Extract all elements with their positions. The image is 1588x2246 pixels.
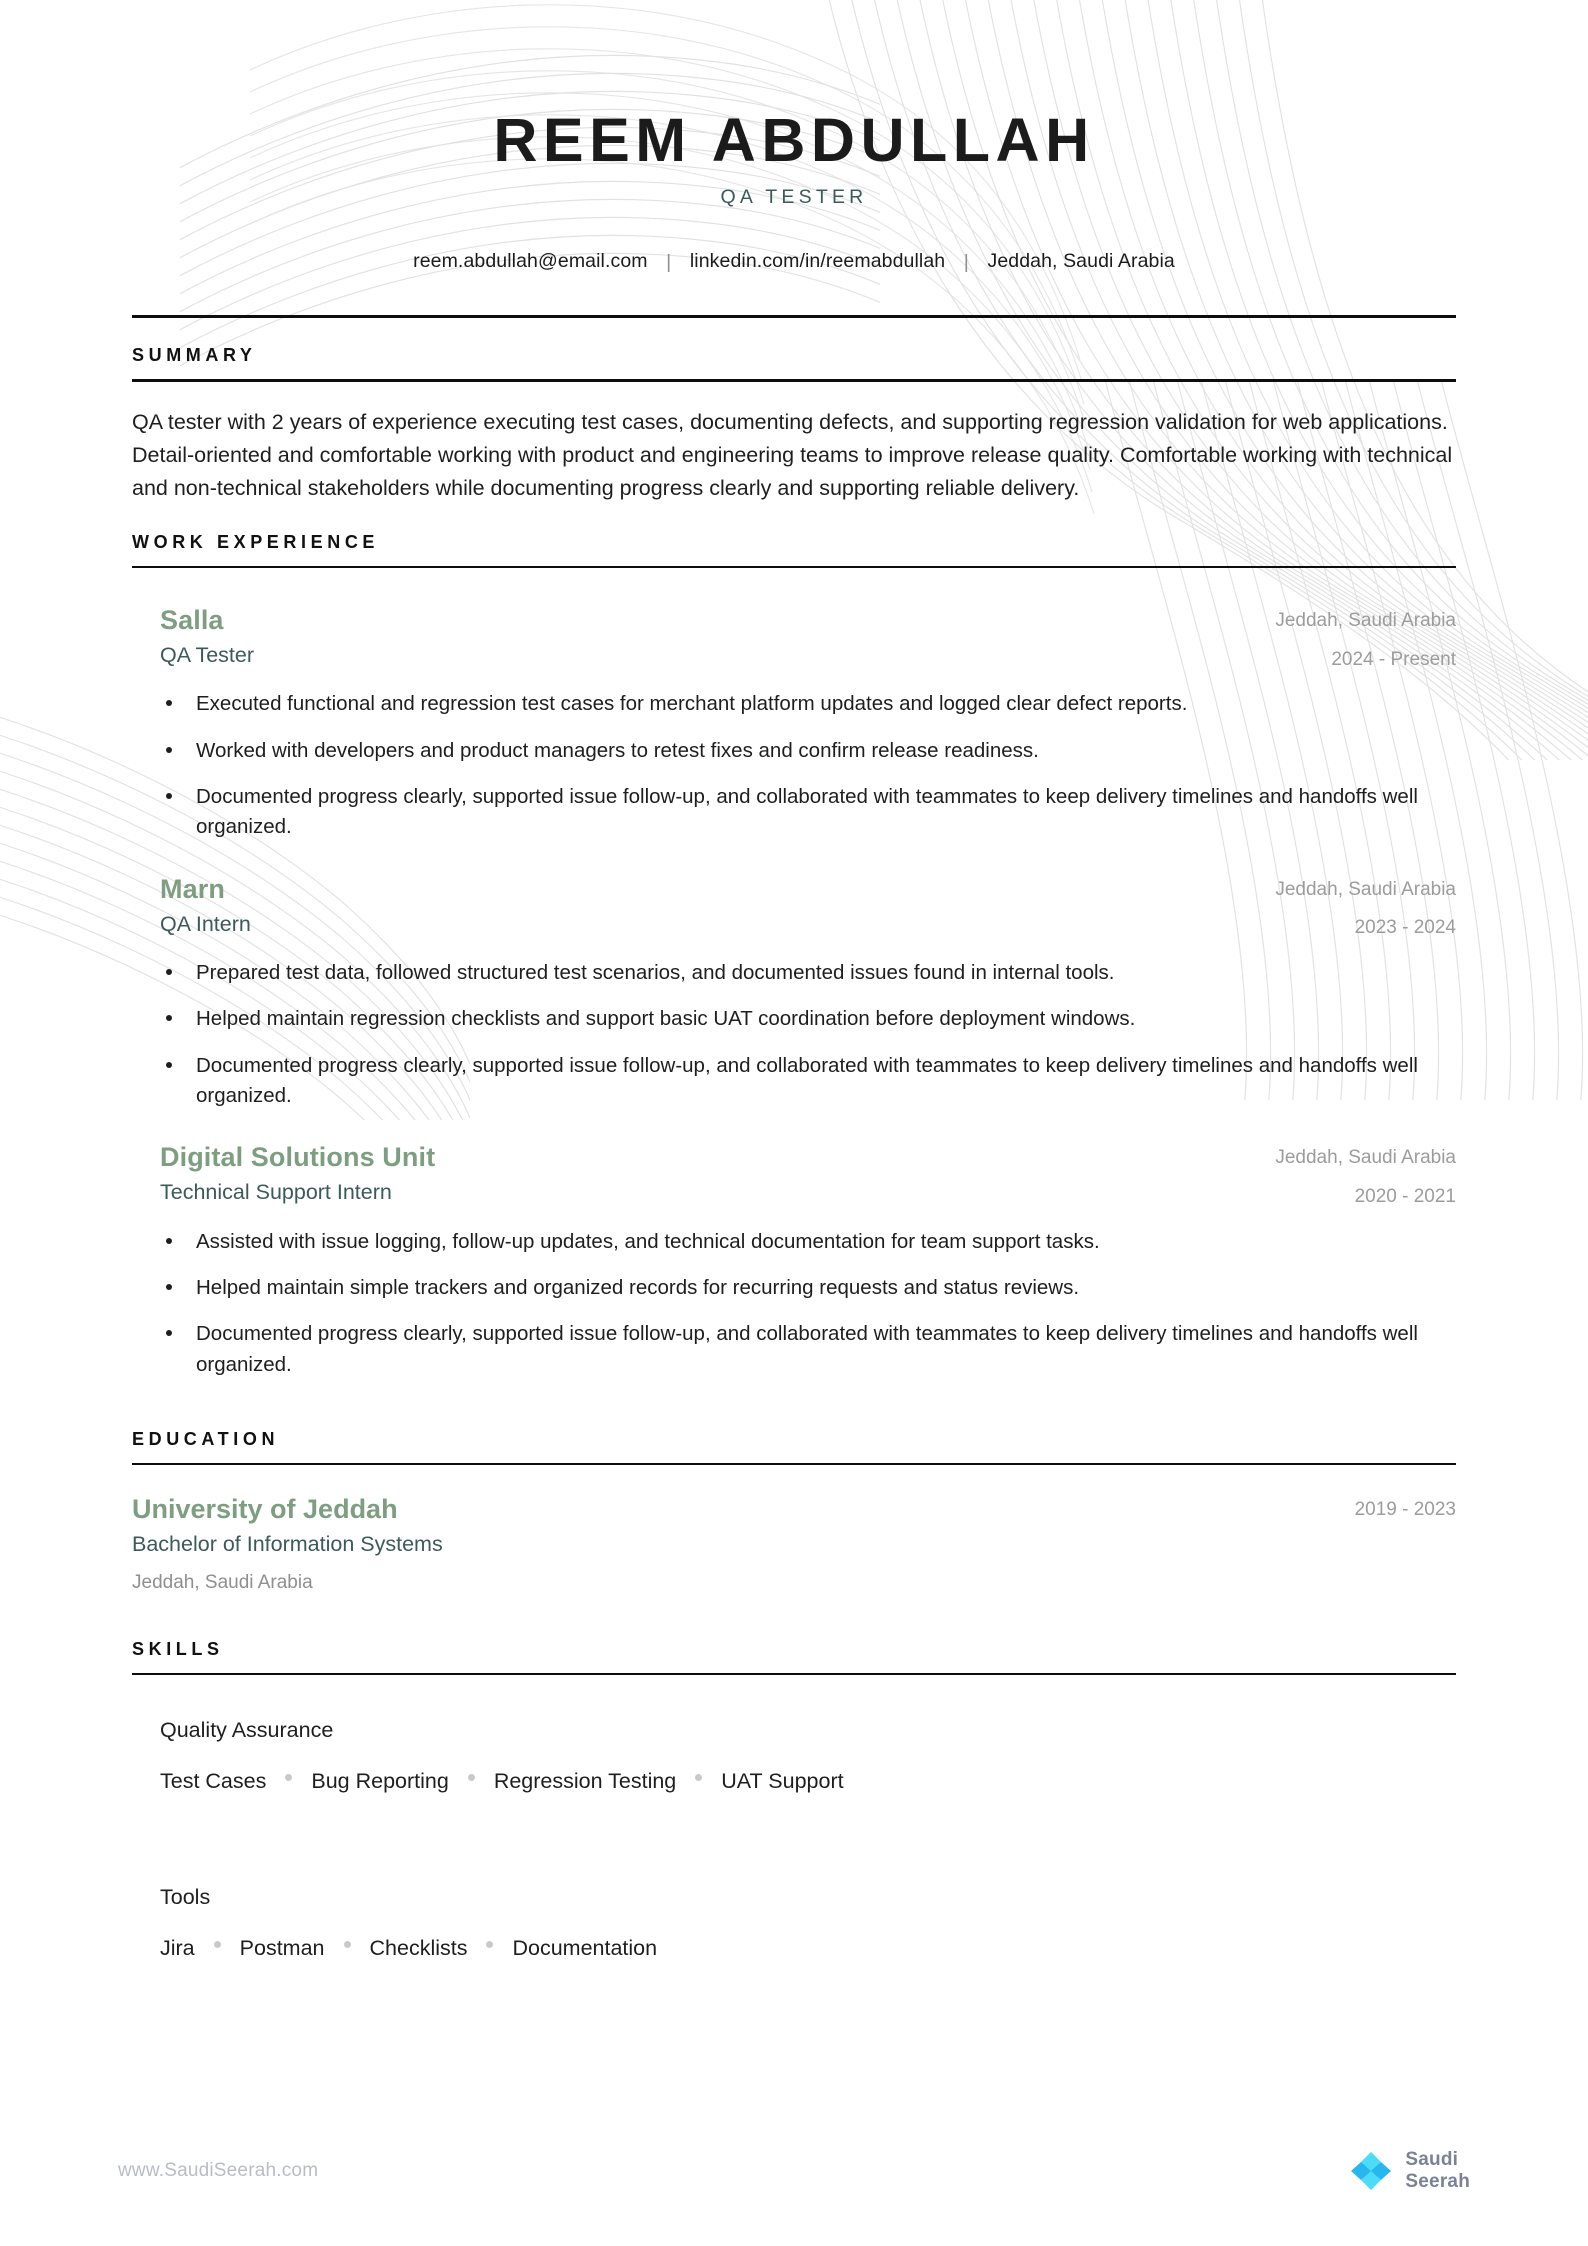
- experience-entry: [132, 574, 1456, 843]
- education-entry: [132, 1465, 1456, 1594]
- experience-dates: 2024 - Present: [1331, 648, 1456, 670]
- footer-website-url[interactable]: www.SaudiSeerah.com: [118, 2160, 319, 2181]
- bullet-text: Helped maintain simple trackers and organized records for recurring requests and status reviews.: [196, 1275, 1080, 1299]
- skill-group-title: Tools: [160, 1885, 211, 1910]
- skill-separator-dot-icon: [695, 1774, 702, 1781]
- bullet-dot-icon: [166, 1062, 172, 1068]
- skill-group-title: Quality Assurance: [160, 1718, 334, 1743]
- contact-separator-icon: |: [963, 251, 969, 274]
- skill-separator-dot-icon: [285, 1774, 292, 1781]
- education-dates: 2019 - 2023: [1354, 1499, 1456, 1521]
- skill-item-list: [160, 1935, 1456, 1963]
- brand-name-line2: Seerah: [1405, 2171, 1470, 2192]
- skill-separator-dot-icon: [468, 1774, 475, 1781]
- education-location: Jeddah, Saudi Arabia: [132, 1571, 313, 1593]
- skill-item: Test Cases: [160, 1769, 267, 1794]
- contact-line: [132, 250, 1456, 273]
- bullet-dot-icon: [166, 969, 172, 975]
- page-footer: [0, 2096, 1588, 2246]
- list-item: [160, 1227, 1456, 1257]
- list-item: [160, 736, 1456, 766]
- experience-role: QA Intern: [160, 911, 251, 936]
- experience-organization: Marn: [160, 873, 225, 904]
- skill-item-list: [160, 1768, 1456, 1796]
- experience-organization: Digital Solutions Unit: [160, 1142, 436, 1173]
- experience-bullet-list: [160, 689, 1456, 842]
- bullet-dot-icon: [166, 747, 172, 753]
- experience-entry: [132, 843, 1456, 1112]
- skill-item: Checklists: [369, 1936, 468, 1961]
- experience-location: Jeddah, Saudi Arabia: [1275, 610, 1456, 632]
- section-skills: [132, 1612, 1456, 1963]
- list-item: [160, 1004, 1456, 1034]
- list-item: [160, 782, 1456, 843]
- experience-dates: 2023 - 2024: [1354, 917, 1456, 939]
- list-item: [160, 958, 1456, 988]
- bullet-text: Documented progress clearly, supported issue follow-up, and collaborated with teammates to keep delivery timelines and handoffs well organized.: [196, 1322, 1418, 1376]
- bullet-text: Helped maintain regression checklists and support basic UAT coordination before deployment windows.: [196, 1007, 1136, 1031]
- saudi-seerah-diamond-logo-icon: [1350, 2150, 1392, 2192]
- skill-separator-dot-icon: [486, 1941, 493, 1948]
- experience-dates: 2020 - 2021: [1354, 1185, 1456, 1207]
- education-degree: Bachelor of Information Systems: [132, 1531, 443, 1556]
- section-title-education: EDUCATION: [132, 1428, 280, 1449]
- section-divider: [132, 379, 1456, 381]
- experience-bullet-list: [160, 1227, 1456, 1380]
- skill-item: Bug Reporting: [311, 1769, 449, 1794]
- bullet-text: Executed functional and regression test cases for merchant platform updates and logged clear defect reports.: [196, 692, 1188, 716]
- bullet-text: Documented progress clearly, supported issue follow-up, and collaborated with teammates to keep delivery timelines and handoffs well organized.: [196, 1053, 1418, 1108]
- contact-linkedin[interactable]: linkedin.com/in/reemabdullah: [689, 250, 946, 273]
- section-education: [132, 1402, 1456, 1594]
- list-item: [160, 1319, 1456, 1380]
- experience-location: Jeddah, Saudi Arabia: [1275, 1147, 1456, 1169]
- skill-group: [160, 1717, 1456, 1796]
- brand-logo: [1350, 2149, 1470, 2194]
- section-summary: [132, 318, 1456, 505]
- experience-entry: [132, 1111, 1456, 1380]
- bullet-dot-icon: [166, 1238, 172, 1244]
- skill-item: Postman: [239, 1936, 325, 1961]
- bullet-dot-icon: [166, 700, 172, 706]
- list-item: [160, 1051, 1456, 1112]
- contact-separator-icon: |: [666, 251, 672, 274]
- section-work-experience: [132, 505, 1456, 1380]
- skill-item: Jira: [160, 1936, 195, 1961]
- bullet-text: Assisted with issue logging, follow-up updates, and technical documentation for team support tasks.: [196, 1229, 1100, 1253]
- contact-email[interactable]: reem.abdullah@email.com: [413, 250, 648, 273]
- contact-location: Jeddah, Saudi Arabia: [987, 250, 1175, 273]
- experience-organization: Salla: [160, 605, 224, 636]
- bullet-text: Worked with developers and product managers to retest fixes and confirm release readiness.: [196, 738, 1039, 762]
- section-title-summary: SUMMARY: [132, 345, 257, 366]
- resume-header: [132, 0, 1456, 318]
- skill-item: Regression Testing: [493, 1769, 677, 1794]
- bullet-text: Documented progress clearly, supported issue follow-up, and collaborated with teammates to keep delivery timelines and handoffs well organized.: [196, 785, 1418, 839]
- section-title-skills: SKILLS: [132, 1638, 224, 1659]
- experience-role: Technical Support Intern: [160, 1180, 392, 1205]
- skill-group: [160, 1884, 1456, 1963]
- list-item: [160, 1273, 1456, 1303]
- bullet-dot-icon: [166, 1330, 172, 1336]
- experience-location: Jeddah, Saudi Arabia: [1275, 878, 1456, 900]
- skill-separator-dot-icon: [344, 1941, 351, 1948]
- page-title: REEM ABDULLAH: [493, 106, 1095, 174]
- bullet-dot-icon: [166, 793, 172, 799]
- education-school: University of Jeddah: [132, 1494, 398, 1525]
- experience-role: QA Tester: [160, 642, 255, 667]
- header-job-title: QA TESTER: [720, 186, 868, 209]
- brand-name: [1405, 2149, 1470, 2194]
- skill-separator-dot-icon: [214, 1941, 221, 1948]
- bullet-dot-icon: [166, 1015, 172, 1021]
- section-divider: [132, 566, 1456, 568]
- section-title-work-experience: WORK EXPERIENCE: [132, 531, 380, 552]
- bullet-dot-icon: [166, 1284, 172, 1290]
- experience-bullet-list: [160, 958, 1456, 1111]
- brand-name-line1: Saudi: [1405, 2148, 1459, 2170]
- bullet-text: Prepared test data, followed structured test scenarios, and documented issues found in internal tools.: [196, 961, 1115, 985]
- summary-text: QA tester with 2 years of experience executing test cases, documenting defects, and supporting regression validation for web applications. Detail-oriented and comfortable working with product and engineering teams to improve release quality. Comfortable working with technical and non-technical stakeholders while documenting progress clearly and supporting reliable delivery.: [132, 409, 1453, 500]
- skill-item: Documentation: [512, 1936, 658, 1961]
- skill-item: UAT Support: [721, 1769, 844, 1794]
- list-item: [160, 689, 1456, 719]
